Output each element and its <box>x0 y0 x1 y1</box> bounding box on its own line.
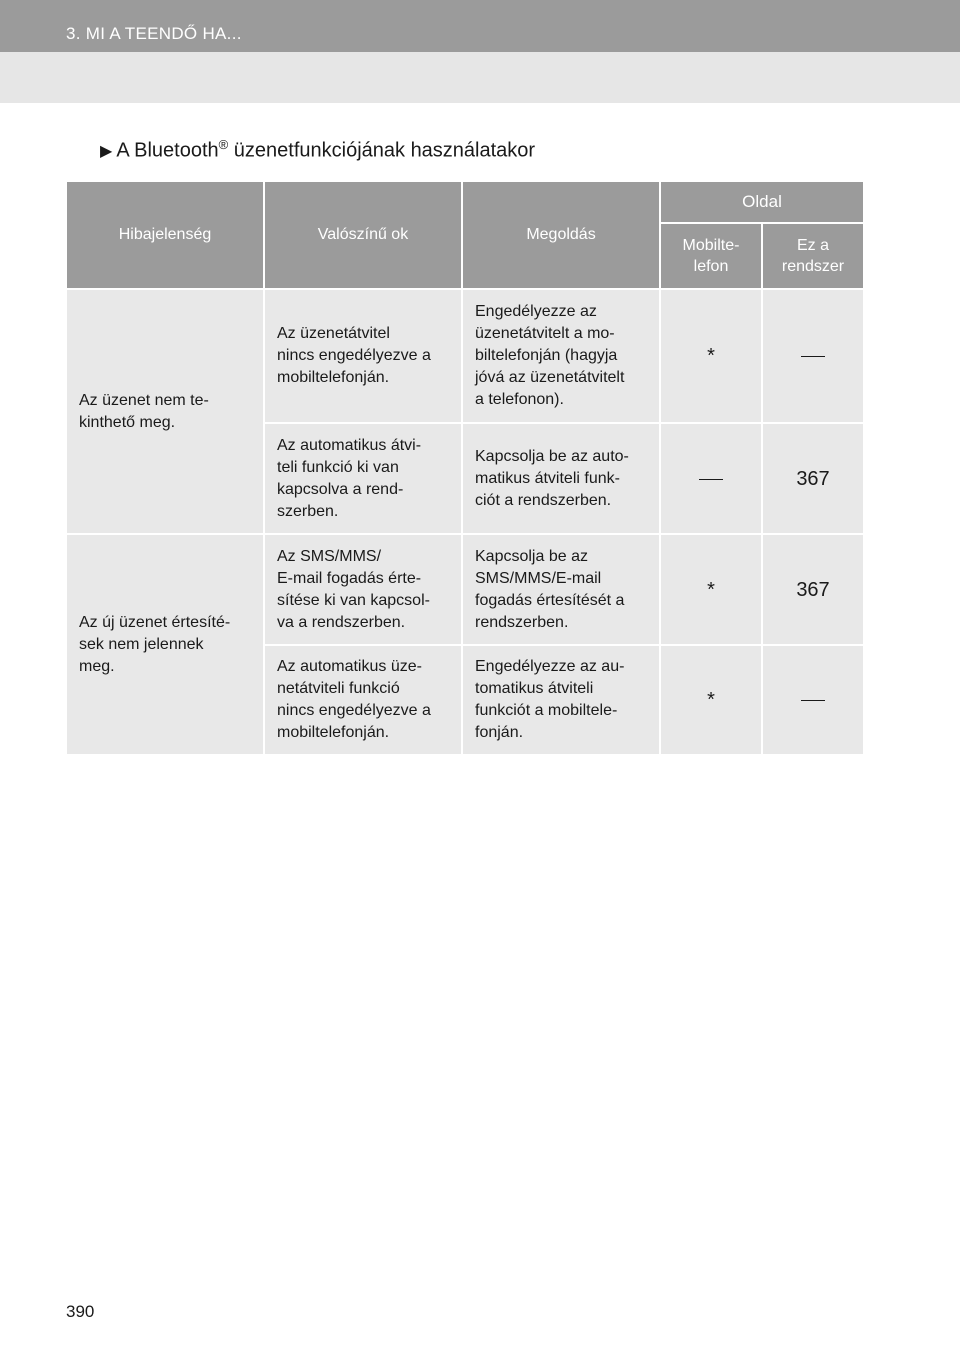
cause-cell: Az üzenetátvitel nincs engedélyezve a mobiltelefonján. <box>264 289 462 423</box>
asterisk-mark: * <box>707 578 715 601</box>
symptom-cell: Az új üzenet értesíté- sek nem jelennek meg. <box>66 534 264 755</box>
cause-cell: Az SMS/MMS/ E-mail fogadás érte- sítése ki van kapcsol- va a rendszerben. <box>264 534 462 645</box>
registered-mark: ® <box>218 137 229 152</box>
section-heading-post: üzenetfunkciójának használatakor <box>228 139 536 162</box>
asterisk-mark: * <box>707 689 715 711</box>
troubleshooting-table <box>65 180 865 756</box>
dash-mark <box>801 356 825 357</box>
cause-cell: Az automatikus üze- netátviteli funkció nincs engedélyezve a mobiltelefonján. <box>264 645 462 755</box>
cause-cell: Az automatikus átvi- teli funkció ki van kapcsolva a rend- szerben. <box>264 423 462 534</box>
header-cause: Valószínű ok <box>264 181 462 289</box>
header-phone: Mobilte- lefon <box>660 223 762 289</box>
page-number: 390 <box>66 1302 95 1321</box>
table-row <box>66 289 864 423</box>
solution-cell: Engedélyezze az au- tomatikus átviteli funkciót a mobiltele- fonján. <box>462 645 660 755</box>
system-cell <box>762 645 864 755</box>
header-band <box>0 52 960 103</box>
section-heading-pre: A Bluetooth <box>116 139 219 162</box>
chapter-title: 3. MI A TEENDŐ HA... <box>66 24 242 43</box>
solution-cell: Kapcsolja be az SMS/MMS/E-mail fogadás értesítését a rendszerben. <box>462 534 660 645</box>
system-cell: 367 <box>762 423 864 534</box>
phone-cell <box>660 645 762 755</box>
header-system: Ez a rendszer <box>762 223 864 289</box>
header-page: Oldal <box>660 181 864 223</box>
header-solution: Megoldás <box>462 181 660 289</box>
dash-mark <box>801 700 825 701</box>
system-cell <box>762 289 864 423</box>
dash-mark <box>699 479 723 480</box>
phone-cell <box>660 289 762 423</box>
header-symptom: Hibajelenség <box>66 181 264 289</box>
phone-cell <box>660 534 762 645</box>
triangle-bullet-icon: ▶ <box>100 142 113 160</box>
table-row <box>66 534 864 645</box>
symptom-cell: Az üzenet nem te- kinthető meg. <box>66 289 264 534</box>
section-heading <box>100 137 535 163</box>
asterisk-mark: * <box>707 345 715 367</box>
system-cell: 367 <box>762 534 864 645</box>
header-bar <box>0 0 960 52</box>
phone-cell <box>660 423 762 534</box>
solution-cell: Kapcsolja be az auto- matikus átviteli funk- ciót a rendszerben. <box>462 423 660 534</box>
solution-cell: Engedélyezze az üzenetátvitelt a mo- biltelefonján (hagyja jóvá az üzenetátvitelt a telefonon). <box>462 289 660 423</box>
